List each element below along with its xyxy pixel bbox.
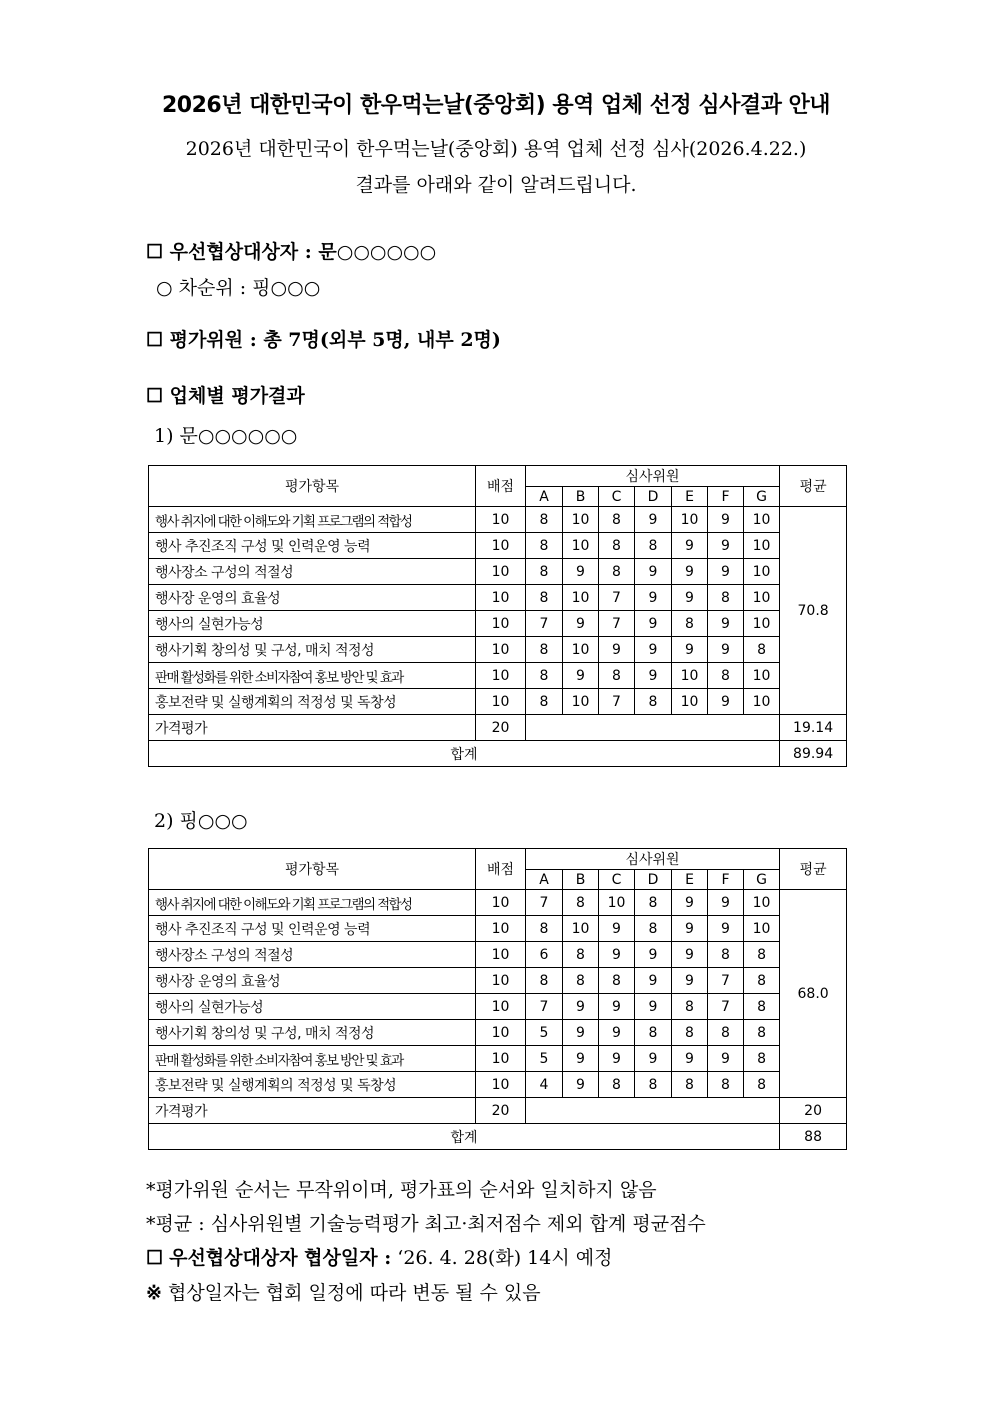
- score-cell: 7: [526, 994, 563, 1020]
- score-cell: 9: [563, 994, 599, 1020]
- row-item: 행사장 운영의 효율성: [149, 968, 476, 994]
- row-points: 10: [476, 585, 526, 611]
- score-cell: 10: [744, 507, 780, 533]
- reviewer-letter: F: [708, 870, 744, 890]
- row-points: 10: [476, 942, 526, 968]
- score-cell: 9: [708, 1046, 744, 1072]
- score-cell: 9: [672, 637, 708, 663]
- score-cell: 9: [635, 507, 672, 533]
- score-cell: 9: [708, 916, 744, 942]
- row-points: 10: [476, 968, 526, 994]
- score-cell: 7: [526, 611, 563, 637]
- row-points: 10: [476, 1020, 526, 1046]
- score-cell: 9: [635, 559, 672, 585]
- score-cell: 10: [672, 507, 708, 533]
- note-1: *평가위원 순서는 무작위이며, 평가표의 순서와 일치하지 않음: [146, 1179, 657, 1201]
- price-value: 19.14: [780, 715, 847, 741]
- price-label: 가격평가: [149, 1098, 476, 1124]
- reference-mark-icon: ※: [146, 1282, 162, 1304]
- score-cell: 9: [708, 637, 744, 663]
- score-cell: 10: [744, 533, 780, 559]
- results-heading-label: 업체별 평가결과: [169, 385, 305, 407]
- reviewer-letter: G: [744, 870, 780, 890]
- score-cell: 9: [563, 1072, 599, 1098]
- reviewer-letter: C: [599, 870, 635, 890]
- score-cell: 8: [708, 663, 744, 689]
- row-item: 행사의 실현가능성: [149, 611, 476, 637]
- evaluators-label: 평가위원 : 총 7명(외부 5명, 내부 2명): [169, 329, 501, 351]
- priority-line: [146, 237, 436, 264]
- score-cell: 8: [635, 533, 672, 559]
- score-cell: 9: [672, 559, 708, 585]
- score-cell: 9: [635, 942, 672, 968]
- table-row: [149, 611, 847, 637]
- score-cell: 9: [599, 994, 635, 1020]
- average-value: 68.0: [780, 890, 847, 1098]
- header-reviewers: 심사위원: [526, 849, 780, 870]
- row-item: 행사 취지에 대한 이해도와 기획 프로그램의 적합성: [149, 507, 476, 533]
- price-row: [149, 1098, 847, 1124]
- header-item: 평가항목: [149, 849, 476, 890]
- score-cell: 8: [708, 585, 744, 611]
- score-cell: 9: [672, 942, 708, 968]
- row-item: 행사기획 창의성 및 구성, 매치 적정성: [149, 1020, 476, 1046]
- page-title: 2026년 대한민국이 한우먹는날(중앙회) 용역 업체 선정 심사결과 안내: [161, 93, 830, 118]
- average-value: 70.8: [780, 507, 847, 715]
- second-label: 차순위 : 핑○○○: [178, 277, 321, 299]
- score-cell: 8: [599, 968, 635, 994]
- score-cell: 10: [744, 663, 780, 689]
- score-cell: 9: [708, 689, 744, 715]
- score-cell: 8: [635, 689, 672, 715]
- intro-line-2: 결과를 아래와 같이 알려드립니다.: [355, 174, 637, 196]
- score-cell: 8: [526, 689, 563, 715]
- row-points: 10: [476, 611, 526, 637]
- checkbox-icon: ☐: [146, 329, 164, 351]
- reviewer-letter: C: [599, 487, 635, 507]
- score-cell: 8: [635, 1020, 672, 1046]
- score-cell: 7: [599, 689, 635, 715]
- score-cell: 7: [526, 890, 563, 916]
- row-item: 행사의 실현가능성: [149, 994, 476, 1020]
- score-cell: 9: [563, 1020, 599, 1046]
- score-cell: 10: [744, 585, 780, 611]
- score-cell: 9: [635, 1046, 672, 1072]
- score-cell: 9: [708, 890, 744, 916]
- table-row: [149, 585, 847, 611]
- row-points: 10: [476, 663, 526, 689]
- row-points: 10: [476, 689, 526, 715]
- score-cell: 9: [635, 611, 672, 637]
- checkbox-icon: ☐: [146, 1247, 164, 1269]
- score-cell: 9: [708, 507, 744, 533]
- header-item: 평가항목: [149, 466, 476, 507]
- score-cell: 8: [744, 1046, 780, 1072]
- score-cell: 8: [708, 1072, 744, 1098]
- score-cell: 9: [635, 637, 672, 663]
- table-row: [149, 1046, 847, 1072]
- score-cell: 9: [635, 968, 672, 994]
- total-value: 88: [780, 1124, 847, 1150]
- table-row: [149, 507, 847, 533]
- score-cell: 8: [672, 611, 708, 637]
- score-cell: 8: [708, 942, 744, 968]
- price-blank: [526, 715, 780, 741]
- total-label: 합계: [149, 1124, 780, 1150]
- score-cell: 6: [526, 942, 563, 968]
- score-cell: 8: [526, 507, 563, 533]
- evaluators-line: [146, 325, 501, 352]
- table-row: [149, 968, 847, 994]
- header-average: 평균: [780, 849, 847, 890]
- negotiation-date: ‘26. 4. 28(화) 14시 예정: [397, 1247, 613, 1269]
- priority-label: 우선협상대상자 : 문○○○○○○: [169, 241, 437, 263]
- score-cell: 9: [708, 611, 744, 637]
- score-cell: 9: [599, 916, 635, 942]
- score-cell: 10: [672, 663, 708, 689]
- table-row: [149, 663, 847, 689]
- score-cell: 7: [708, 968, 744, 994]
- total-row: [149, 1124, 847, 1150]
- score-cell: 9: [599, 1020, 635, 1046]
- row-item: 판매 활성화를 위한 소비자참여 홍보 방안 및 효과: [149, 663, 476, 689]
- score-cell: 10: [563, 689, 599, 715]
- score-cell: 8: [526, 637, 563, 663]
- score-cell: 8: [526, 916, 563, 942]
- score-cell: 9: [563, 559, 599, 585]
- reviewer-letter: A: [526, 487, 563, 507]
- score-cell: 9: [672, 968, 708, 994]
- row-points: 10: [476, 890, 526, 916]
- score-cell: 9: [708, 559, 744, 585]
- total-value: 89.94: [780, 741, 847, 767]
- score-cell: 4: [526, 1072, 563, 1098]
- row-item: 행사 추진조직 구성 및 인력운영 능력: [149, 916, 476, 942]
- row-points: 10: [476, 559, 526, 585]
- reviewer-letter: E: [672, 870, 708, 890]
- note-3: [146, 1278, 541, 1305]
- score-cell: 9: [635, 994, 672, 1020]
- table-row: [149, 916, 847, 942]
- table-row: [149, 942, 847, 968]
- table-row: [149, 890, 847, 916]
- score-cell: 8: [744, 1072, 780, 1098]
- table-row: [149, 1020, 847, 1046]
- score-cell: 9: [635, 585, 672, 611]
- row-points: 10: [476, 1072, 526, 1098]
- row-item: 홍보전략 및 실행계획의 적정성 및 독창성: [149, 689, 476, 715]
- score-cell: 10: [563, 533, 599, 559]
- intro-line-1: 2026년 대한민국이 한우먹는날(중앙회) 용역 업체 선정 심사(2026.4.22.): [185, 138, 807, 160]
- score-cell: 9: [672, 890, 708, 916]
- score-cell: 10: [744, 689, 780, 715]
- score-cell: 8: [744, 968, 780, 994]
- score-cell: 10: [563, 507, 599, 533]
- reviewer-letter: B: [563, 870, 599, 890]
- score-cell: 9: [672, 585, 708, 611]
- price-blank: [526, 1098, 780, 1124]
- table-row: [149, 994, 847, 1020]
- negotiation-label: 우선협상대상자 협상일자 :: [169, 1247, 392, 1269]
- row-points: 10: [476, 533, 526, 559]
- row-item: 행사장소 구성의 적절성: [149, 559, 476, 585]
- score-cell: 8: [635, 916, 672, 942]
- score-cell: 9: [599, 637, 635, 663]
- table1-heading: 1) 문○○○○○○: [154, 425, 298, 447]
- circle-bullet-icon: ○: [156, 277, 173, 299]
- score-cell: 9: [599, 1046, 635, 1072]
- row-points: 10: [476, 916, 526, 942]
- row-points: 10: [476, 637, 526, 663]
- score-cell: 8: [599, 559, 635, 585]
- reviewer-letter: A: [526, 870, 563, 890]
- score-cell: 8: [744, 637, 780, 663]
- row-points: 10: [476, 1046, 526, 1072]
- score-cell: 8: [744, 1020, 780, 1046]
- negotiation-line: [146, 1243, 612, 1270]
- score-cell: 9: [635, 663, 672, 689]
- score-table-1: [148, 465, 847, 767]
- score-cell: 8: [708, 1020, 744, 1046]
- score-cell: 8: [744, 994, 780, 1020]
- score-cell: 7: [708, 994, 744, 1020]
- score-cell: 10: [563, 585, 599, 611]
- price-points: 20: [476, 715, 526, 741]
- row-item: 행사장소 구성의 적절성: [149, 942, 476, 968]
- table-row: [149, 1072, 847, 1098]
- header-reviewers: 심사위원: [526, 466, 780, 487]
- score-table-2: [148, 848, 847, 1150]
- score-cell: 8: [744, 942, 780, 968]
- table-row: [149, 689, 847, 715]
- score-cell: 9: [672, 1046, 708, 1072]
- table-row: [149, 533, 847, 559]
- score-cell: 10: [744, 890, 780, 916]
- score-cell: 8: [526, 663, 563, 689]
- score-cell: 5: [526, 1046, 563, 1072]
- score-cell: 8: [635, 890, 672, 916]
- score-cell: 10: [744, 916, 780, 942]
- score-cell: 8: [599, 533, 635, 559]
- score-cell: 8: [599, 507, 635, 533]
- checkbox-icon: ☐: [146, 385, 164, 407]
- row-item: 행사 취지에 대한 이해도와 기획 프로그램의 적합성: [149, 890, 476, 916]
- score-cell: 8: [526, 585, 563, 611]
- note-2: *평균 : 심사위원별 기술능력평가 최고·최저점수 제외 합계 평균점수: [146, 1213, 706, 1235]
- score-cell: 8: [526, 559, 563, 585]
- score-cell: 9: [672, 916, 708, 942]
- row-points: 10: [476, 994, 526, 1020]
- reviewer-letter: B: [563, 487, 599, 507]
- results-heading: [146, 381, 305, 408]
- reviewer-letter: G: [744, 487, 780, 507]
- price-value: 20: [780, 1098, 847, 1124]
- price-points: 20: [476, 1098, 526, 1124]
- score-cell: 9: [599, 942, 635, 968]
- total-label: 합계: [149, 741, 780, 767]
- score-cell: 5: [526, 1020, 563, 1046]
- score-cell: 8: [599, 663, 635, 689]
- score-cell: 7: [599, 611, 635, 637]
- score-cell: 10: [563, 637, 599, 663]
- row-item: 판매 활성화를 위한 소비자참여 홍보 방안 및 효과: [149, 1046, 476, 1072]
- score-cell: 10: [563, 916, 599, 942]
- score-cell: 9: [563, 611, 599, 637]
- reviewer-letter: D: [635, 870, 672, 890]
- score-cell: 8: [563, 942, 599, 968]
- price-label: 가격평가: [149, 715, 476, 741]
- score-cell: 10: [744, 559, 780, 585]
- score-cell: 9: [563, 663, 599, 689]
- score-cell: 10: [672, 689, 708, 715]
- score-cell: 10: [744, 611, 780, 637]
- score-cell: 8: [672, 1072, 708, 1098]
- score-cell: 7: [599, 585, 635, 611]
- row-item: 홍보전략 및 실행계획의 적정성 및 독창성: [149, 1072, 476, 1098]
- score-cell: 10: [599, 890, 635, 916]
- checkbox-icon: ☐: [146, 241, 164, 263]
- table-row: [149, 559, 847, 585]
- header-points: 배점: [476, 849, 526, 890]
- score-cell: 8: [563, 890, 599, 916]
- price-row: [149, 715, 847, 741]
- header-points: 배점: [476, 466, 526, 507]
- reviewer-letter: E: [672, 487, 708, 507]
- row-item: 행사장 운영의 효율성: [149, 585, 476, 611]
- note-3-text: 협상일자는 협회 일정에 따라 변동 될 수 있음: [167, 1282, 541, 1304]
- row-points: 10: [476, 507, 526, 533]
- score-cell: 8: [599, 1072, 635, 1098]
- score-cell: 9: [672, 533, 708, 559]
- score-cell: 8: [635, 1072, 672, 1098]
- table-row: [149, 637, 847, 663]
- row-item: 행사기획 창의성 및 구성, 매치 적정성: [149, 637, 476, 663]
- score-cell: 8: [563, 968, 599, 994]
- second-line: [156, 273, 320, 300]
- table2-heading: 2) 핑○○○: [154, 810, 248, 832]
- score-cell: 8: [526, 968, 563, 994]
- score-cell: 9: [708, 533, 744, 559]
- total-row: [149, 741, 847, 767]
- score-cell: 8: [526, 533, 563, 559]
- score-cell: 8: [672, 1020, 708, 1046]
- header-average: 평균: [780, 466, 847, 507]
- reviewer-letter: F: [708, 487, 744, 507]
- score-cell: 8: [672, 994, 708, 1020]
- reviewer-letter: D: [635, 487, 672, 507]
- score-cell: 9: [563, 1046, 599, 1072]
- row-item: 행사 추진조직 구성 및 인력운영 능력: [149, 533, 476, 559]
